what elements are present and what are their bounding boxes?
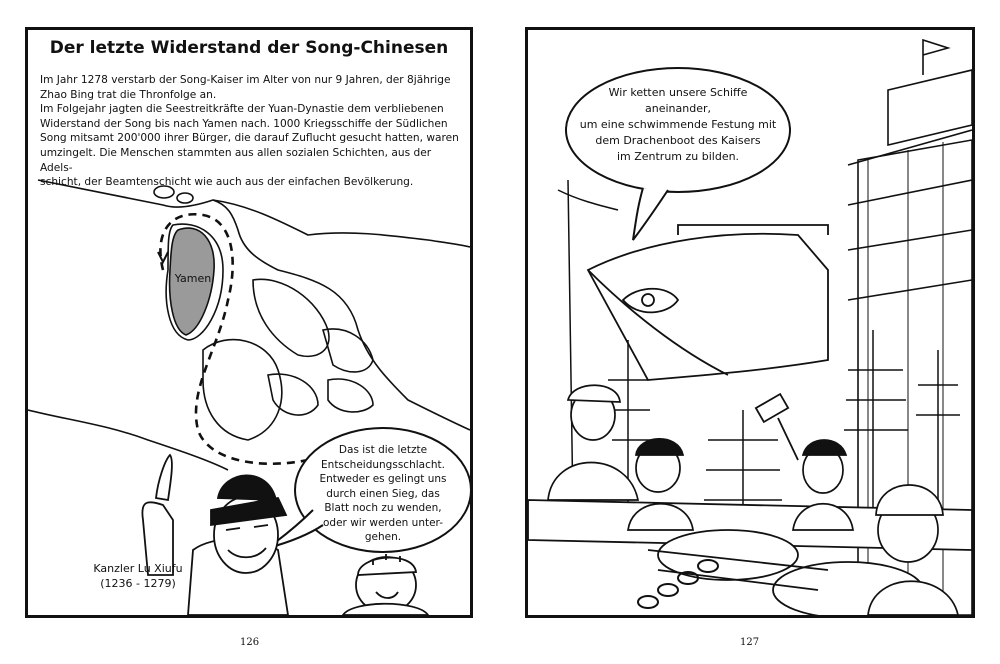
intro-text <box>40 73 462 190</box>
page-number-left: 126 <box>240 637 260 648</box>
intro-line: Widerstand der Song bis nach Yamen nach. 1000 Kriegsschiffe der Südlichen <box>40 117 448 130</box>
bubble-line: dem Drachenboot des Kaisers <box>595 134 761 147</box>
bubble-line: Entscheidungsschlacht. <box>321 458 445 471</box>
speech-bubble-text <box>578 85 778 165</box>
character-caption <box>73 561 203 591</box>
page-number-right: 127 <box>740 637 760 648</box>
intro-line: Song mitsamt 200'000 ihrer Bürger, die darauf Zuflucht gesucht hatten, waren <box>40 132 459 145</box>
hammer-icon <box>756 394 798 460</box>
coastline-map <box>28 180 470 470</box>
map-label-yamen: Yamen <box>174 272 212 285</box>
bubble-line: im Zentrum zu bilden. <box>616 150 740 163</box>
dragon-boat <box>588 225 828 380</box>
chancellor-figure <box>142 455 288 615</box>
bubble-line: Blatt noch zu wenden, <box>324 502 442 514</box>
child-figure <box>343 554 428 615</box>
intro-line: Zhao Bing trat die Thronfolge an. <box>40 88 217 101</box>
intro-line: schicht, der Beamtenschicht wie auch aus der einfachen Bevölkerung. <box>40 176 414 189</box>
left-comic-panel <box>25 27 473 618</box>
bubble-line: Wir ketten unsere Schiffe aneinander, <box>608 86 748 115</box>
page-title: Der letzte Widerstand der Song-Chinesen <box>49 38 449 58</box>
bubble-line: oder wir werden unter- <box>323 516 443 529</box>
intro-line: Im Folgejahr jagten die Seestreitkräfte der Yuan-Dynastie dem verbliebenen <box>40 103 444 116</box>
route-arrow-icon <box>158 252 168 262</box>
bubble-line: gehen. <box>364 531 402 543</box>
speech-bubble-text <box>308 443 458 545</box>
caption-years: (1236 - 1279) <box>100 577 176 590</box>
bubble-line: Entweder es gelingt uns <box>319 473 447 485</box>
caption-name: Kanzler Lu Xiufu <box>93 562 183 575</box>
intro-line: umzingelt. Die Menschen stammten aus allen sozialen Schichten, aus der Adels- <box>40 146 432 174</box>
bubble-line: Das ist die letzte <box>338 444 428 456</box>
intro-line: Im Jahr 1278 verstarb der Song-Kaiser im Alter von nur 9 Jahren, der 8jährige <box>40 74 451 86</box>
bubble-line: durch einen Sieg, das <box>326 487 440 500</box>
right-comic-panel <box>525 27 975 618</box>
bubble-line: um eine schwimmende Festung mit <box>579 118 777 131</box>
